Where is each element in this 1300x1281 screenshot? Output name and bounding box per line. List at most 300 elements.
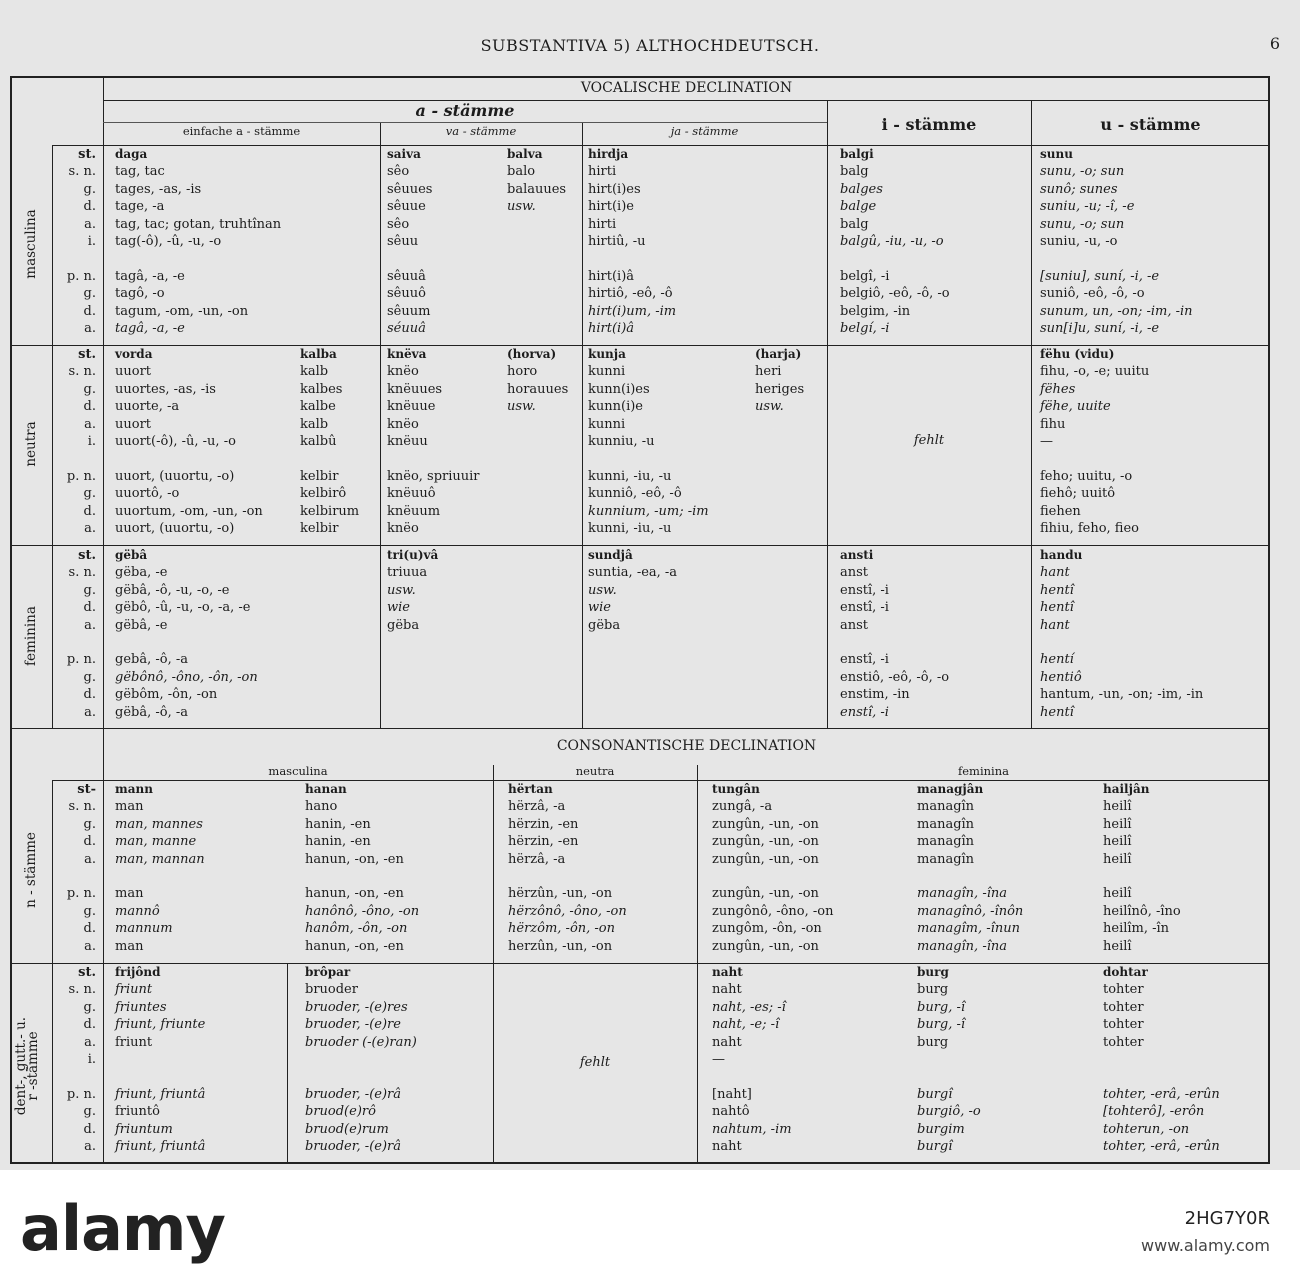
declension-form: friuntum [115, 1121, 173, 1137]
declension-form: bruoder [305, 982, 358, 998]
declension-form: [tohterô], -erôn [1103, 1104, 1205, 1120]
case-label: s. n. [68, 364, 96, 380]
declension-form: knëo, spriuuir [387, 468, 480, 484]
declension-form: balges [840, 181, 883, 197]
declension-form: belgiô, -eô, -ô, -o [840, 286, 950, 302]
page-header: SUBSTANTIVA 5) ALTHOCHDEUTSCH. [480, 36, 820, 55]
declension-form: naht, -es; -î [712, 999, 786, 1015]
case-label: st. [78, 147, 96, 162]
declension-form: fiehen [1040, 503, 1081, 519]
declension-form: managîn [917, 834, 975, 850]
declension-form: kalb [300, 416, 329, 432]
grid-line [582, 122, 583, 728]
declension-form: hirt(i)um, -im [588, 303, 677, 319]
declension-form: zungûn, -un, -on [712, 834, 819, 850]
stem-header: frijônd [115, 965, 161, 979]
declension-form: uuort [115, 364, 152, 380]
declension-form: hirt(i)e [588, 199, 634, 215]
i-stem-header: i - stämme [881, 115, 977, 134]
declension-form: heilînô, -îno [1103, 903, 1181, 919]
vocalic-title: VOCALISCHE DECLINATION [580, 80, 793, 96]
declension-form: tohter [1103, 999, 1144, 1015]
case-label: s. n. [68, 799, 96, 815]
declension-form: belgí, -i [840, 321, 890, 336]
case-label: a. [84, 938, 96, 954]
declension-form: sêo [387, 164, 410, 180]
declension-form: — [1040, 434, 1053, 449]
declension-form: knëuues [387, 381, 443, 397]
stem-header: hirdja [588, 147, 629, 161]
case-labels-fem [54, 547, 96, 721]
case-label: d. [83, 303, 96, 319]
case-label: g. [83, 999, 96, 1015]
declension-form: gebâ, -ô, -a [115, 652, 188, 668]
declension-form: hant [1040, 617, 1070, 633]
declension-form: tohter [1103, 1034, 1144, 1050]
case-label: d. [83, 503, 96, 519]
declension-form: zungâ, -a [712, 799, 773, 815]
watermark-image-id: 2HG7Y0R [1184, 1208, 1270, 1229]
case-label: d. [83, 399, 96, 415]
stem-header: balva [507, 147, 543, 161]
declension-form: burg, -î [917, 999, 966, 1015]
declension-form: knëo [387, 521, 419, 536]
case-label: d. [83, 921, 96, 937]
declension-form: fëhe, uuite [1040, 399, 1111, 415]
stem-header: (harja) [755, 347, 802, 361]
declension-form: friunt, friuntâ [115, 1086, 206, 1102]
declension-form: balg [840, 216, 869, 232]
stem-header: daga [115, 147, 148, 161]
declension-form: fihiu, feho, fieo [1040, 521, 1139, 536]
case-label [54, 634, 96, 651]
declension-form: hirtiô, -eô, -ô [588, 286, 673, 302]
stem-header: sunu [1040, 147, 1073, 161]
declension-form: hirt(i)es [588, 181, 641, 197]
declension-form: gëbâ, -ô, -a [115, 704, 188, 720]
group-n-stem: n - stämme [23, 832, 39, 908]
declension-form: tagum, -om, -un, -on [115, 303, 249, 319]
case-label: st. [78, 347, 96, 362]
declension-form: gëbâ, -ô, -u, -o, -e [115, 582, 230, 598]
declension-form: managîn, -îna [917, 886, 1007, 902]
declension-form: managîm, -înun [917, 921, 1020, 937]
declension-form: kunn(i)es [588, 381, 650, 397]
declension-form: heriges [755, 381, 805, 397]
declension-form: burg [917, 982, 949, 998]
stem-header: managjân [917, 782, 984, 796]
declension-form: tag(-ô), -û, -u, -o [115, 234, 222, 249]
declension-form: managîn, -îna [917, 938, 1007, 954]
case-label: a. [84, 1034, 96, 1050]
declension-form: sêuum [387, 303, 431, 319]
case-label: p. n. [66, 886, 96, 902]
declension-form: tages, -as, -is [115, 181, 202, 197]
declension-form: triuua [387, 565, 428, 581]
declension-form: tagâ, -a, -e [115, 321, 185, 336]
declension-form: nahtô [712, 1104, 750, 1120]
declension-form: kalbes [300, 381, 343, 397]
declension-form: uuorte, -a [115, 399, 180, 415]
watermark-url: www.alamy.com [1141, 1236, 1270, 1255]
declension-form: belgim, -in [840, 303, 911, 319]
case-label: d. [83, 1017, 96, 1033]
stem-header: naht [712, 965, 743, 979]
declension-form: fihu, -o, -e; uuitu [1040, 364, 1150, 380]
declension-form: balo [507, 164, 536, 180]
declension-form: man, mannan [115, 851, 205, 867]
stem-header: tungân [712, 782, 760, 796]
declension-form: zungônô, -ôno, -on [712, 903, 834, 919]
declension-form: séuuâ [387, 321, 426, 336]
grid-line [11, 728, 1270, 729]
declension-form: hirt(i)â [588, 321, 635, 336]
case-label: st. [78, 548, 96, 563]
stem-header: hërtan [508, 782, 553, 796]
declension-form: fiehô; uuitô [1040, 486, 1116, 502]
declension-form: usw. [507, 399, 536, 415]
case-label: d. [83, 600, 96, 616]
declension-form: heilî [1103, 851, 1132, 867]
grid-line [827, 100, 828, 728]
grid-line [1031, 100, 1032, 728]
declension-form: usw. [507, 199, 536, 215]
declension-form: gëbô, -û, -u, -o, -a, -e [115, 600, 251, 616]
declension-form: tohter, -erâ, -erûn [1103, 1086, 1220, 1102]
declension-form: horo [507, 364, 538, 380]
declension-form: bruoder, -(e)re [305, 1017, 401, 1033]
declension-form: burg [917, 1034, 949, 1050]
case-labels-dst [54, 964, 96, 1155]
declension-form: belgî, -i [840, 268, 890, 284]
declension-form: heilî [1103, 799, 1132, 815]
declension-form: friunt, friunte [115, 1017, 206, 1033]
declension-form: burgî [917, 1086, 953, 1102]
case-label: a. [84, 416, 96, 432]
case-label: s. n. [68, 164, 96, 180]
declension-form: hantum, -un, -on; -im, -in [1040, 687, 1204, 703]
declension-form: nahtum, -im [712, 1121, 792, 1137]
declension-form: suniu, -u; -î, -e [1040, 199, 1135, 215]
declension-form: kelbirô [300, 486, 347, 502]
declension-form: zungôm, -ôn, -on [712, 921, 822, 937]
declension-form: kalbe [300, 399, 336, 415]
declension-form: — [712, 1052, 725, 1067]
grid-line [11, 545, 1270, 546]
declension-form: sunu, -o; sun [1040, 216, 1125, 232]
declension-form: friuntô [115, 1104, 160, 1120]
declension-form: hërzâ, -a [508, 851, 566, 867]
declension-form: managîn [917, 816, 975, 832]
ja-header: ja - stämme [670, 124, 739, 138]
declension-form: sêo [387, 216, 410, 232]
grid-line [52, 145, 1270, 146]
grid-line [380, 122, 381, 728]
case-label: p. n. [66, 468, 96, 484]
declension-form: sunô; sunes [1040, 181, 1118, 197]
declension-form: sêuuô [387, 286, 426, 302]
case-label: s. n. [68, 565, 96, 581]
declension-form: hërzâ, -a [508, 799, 566, 815]
case-label: g. [83, 181, 96, 197]
stem-header: ansti [840, 548, 874, 562]
neut-i-stem-fehlt: fehlt [913, 433, 945, 448]
declension-form: gëba, -e [115, 565, 168, 581]
u-stem-header: u - stämme [1100, 115, 1201, 134]
case-label [54, 868, 96, 885]
declension-form: bruod(e)rô [305, 1104, 376, 1120]
declension-form: gëbônô, -ôno, -ôn, -on [115, 669, 258, 685]
declension-form: usw. [588, 582, 617, 598]
declension-form: man [115, 938, 144, 954]
declension-form: hanôm, -ôn, -on [305, 921, 408, 937]
declension-form: tagâ, -a, -e [115, 268, 185, 284]
declension-form: heilî [1103, 816, 1132, 832]
declension-form: anst [840, 565, 869, 581]
case-label: s. n. [68, 982, 96, 998]
declension-form: mannô [115, 903, 160, 919]
declension-form: sêuue [387, 199, 426, 215]
declension-form: man [115, 886, 144, 902]
declension-form: friunt [115, 1034, 153, 1050]
declension-form: anst [840, 617, 869, 633]
grid-line [52, 145, 53, 728]
declension-form: bruoder, -(e)râ [305, 1086, 401, 1102]
declension-form: mannum [115, 921, 173, 937]
declension-form: enstî, -i [840, 652, 889, 668]
cons-fem-header: feminina [958, 764, 1009, 778]
declension-form: enstî, -i [840, 704, 889, 720]
case-label: g. [83, 903, 96, 919]
declension-form: heilî [1103, 834, 1132, 850]
stem-header: sundjâ [588, 548, 633, 562]
stem-header: gëbâ [115, 548, 148, 562]
declension-form: knëo [387, 364, 419, 380]
declension-form: hentî [1040, 582, 1074, 598]
declension-form: bruod(e)rum [305, 1121, 389, 1137]
declension-form: bruoder (-(e)ran) [305, 1034, 417, 1050]
declension-form: tohterun, -on [1103, 1121, 1190, 1137]
declension-form: gëbôm, -ôn, -on [115, 687, 218, 703]
declension-form: uuort [115, 416, 152, 432]
declension-form: hirti [588, 216, 617, 232]
declension-form: fëhes [1040, 381, 1076, 397]
declension-form: sêuues [387, 181, 433, 197]
grid-line [52, 780, 1270, 781]
case-label: a. [84, 216, 96, 232]
case-labels-neut [54, 346, 96, 537]
declension-form: managînô, -înôn [917, 903, 1024, 919]
declension-form: man [115, 799, 144, 815]
case-label [54, 1068, 96, 1085]
declension-form: burgim [917, 1121, 965, 1137]
case-label: g. [83, 1104, 96, 1120]
case-label: g. [83, 486, 96, 502]
case-label: i. [87, 1051, 96, 1067]
declension-form: managîn [917, 851, 975, 867]
declension-form: hirtiû, -u [588, 234, 646, 249]
declension-form: hanin, -en [305, 834, 371, 850]
cons-neut-header: neutra [575, 764, 615, 778]
va-header: va - stämme [445, 124, 517, 138]
declension-form: hentî [1040, 704, 1074, 720]
declension-form: sunu, -o; sun [1040, 164, 1125, 180]
declension-form: hanun, -on, -en [305, 886, 404, 902]
declension-form: gëbâ, -e [115, 617, 168, 633]
declension-form: feho; uuitu, -o [1040, 468, 1133, 484]
declension-form: kunn(i)e [588, 399, 643, 415]
declension-form: sêuuâ [387, 268, 426, 284]
stem-header: hailjân [1103, 782, 1150, 796]
declension-form: uuort, (uuortu, -o) [115, 468, 235, 484]
declension-form: heri [755, 364, 782, 380]
stem-header: (horva) [507, 347, 557, 361]
stem-header: kalba [300, 347, 337, 361]
declension-form: kunni, -iu, -u [588, 468, 672, 484]
declension-form: kalbû [300, 434, 337, 449]
declension-form: hërzûn, -un, -on [508, 886, 613, 902]
case-label: a. [84, 617, 96, 633]
case-labels-nst [54, 781, 96, 955]
declension-form: gëba [588, 617, 621, 633]
declension-form: suniu, -u, -o [1040, 234, 1118, 249]
group-neutra: neutra [23, 421, 39, 467]
stem-header: mann [115, 782, 153, 796]
declension-form: uuortum, -om, -un, -on [115, 503, 263, 519]
stem-header: kunja [588, 347, 626, 361]
stem-header: fëhu (vidu) [1040, 347, 1115, 361]
declension-form: sun[i]u, suní, -i, -e [1040, 321, 1160, 336]
case-label: i. [87, 233, 96, 249]
declension-form: tohter [1103, 1017, 1144, 1033]
watermark-band [0, 1170, 1300, 1281]
group-dent: dent-, gutt.- u. [13, 1016, 29, 1116]
declension-form: naht [712, 1034, 742, 1050]
declension-form: enstî, -i [840, 600, 889, 616]
declension-form: enstiô, -eô, -ô, -o [840, 669, 950, 685]
declension-form: balg [840, 164, 869, 180]
declension-form: horauues [507, 381, 569, 397]
declension-form: managîn [917, 799, 975, 815]
declension-form: zungûn, -un, -on [712, 851, 819, 867]
stem-header: tri(u)vâ [387, 548, 439, 562]
declension-form: kunni [588, 416, 626, 432]
declension-form: uuortô, -o [115, 486, 180, 502]
declension-form: friunt, friuntâ [115, 1139, 206, 1154]
declension-form: zungûn, -un, -on [712, 816, 819, 832]
declension-form: [suniu], suní, -i, -e [1040, 268, 1160, 284]
case-label: st. [78, 965, 96, 980]
declension-form: sêuu [387, 234, 419, 249]
grid-line [103, 77, 104, 1163]
declension-form: enstim, -in [840, 687, 910, 703]
declension-form: hentî [1040, 600, 1074, 616]
declension-form: naht [712, 982, 742, 998]
declension-form: kunni, -iu, -u [588, 521, 672, 536]
declension-form: suniô, -eô, -ô, -o [1040, 286, 1145, 302]
declension-form: heilî [1103, 886, 1132, 902]
declension-form: hërzin, -en [508, 816, 579, 832]
declension-form: kunnium, -um; -im [588, 503, 709, 519]
consonantal-title: CONSONANTISCHE DECLINATION [556, 738, 817, 754]
declension-form: hërzin, -en [508, 834, 579, 850]
case-label: p. n. [66, 1086, 96, 1102]
declension-form: knëuue [387, 399, 436, 415]
declension-form: man, mannes [115, 816, 203, 832]
declension-form: hirti [588, 164, 617, 180]
case-label: st- [77, 782, 96, 797]
declension-form: balge [840, 199, 877, 215]
declension-form: friuntes [115, 999, 167, 1015]
group-feminina: feminina [23, 606, 39, 666]
declension-form: hant [1040, 565, 1070, 581]
declension-form: herzûn, -un, -on [508, 938, 613, 954]
declension-form: hanin, -en [305, 816, 371, 832]
stem-header: hanan [305, 782, 347, 796]
grid-line [52, 780, 53, 1162]
declension-form: heilîm, -în [1103, 921, 1170, 937]
declension-form: tag, tac [115, 164, 165, 180]
declension-form: suntia, -ea, -a [588, 565, 678, 581]
group-r-stem: r -stämme [25, 1031, 41, 1101]
cons-masc-header: masculina [268, 764, 328, 778]
case-label: a. [84, 704, 96, 720]
declension-form: tohter, -erâ, -erûn [1103, 1139, 1220, 1154]
case-label [54, 250, 96, 267]
declension-form: uuort(-ô), -û, -u, -o [115, 434, 236, 449]
stem-header: brôpar [305, 965, 351, 979]
declension-form: hanun, -on, -en [305, 938, 404, 954]
case-label: d. [83, 199, 96, 215]
declension-form: knëo [387, 416, 419, 432]
watermark-logo: alamy [20, 1192, 225, 1265]
declension-form: knëuuô [387, 486, 436, 502]
case-label: a. [84, 1138, 96, 1154]
declension-form: hirt(i)â [588, 268, 635, 284]
declension-form: tag, tac; gotan, truhtînan [115, 216, 282, 232]
declension-form: fihu [1040, 416, 1066, 432]
declension-form: tagô, -o [115, 286, 165, 302]
declension-form: kunniu, -u [588, 434, 655, 449]
stem-header: handu [1040, 548, 1083, 562]
stem-header: knëva [387, 347, 427, 361]
declension-form: burgî [917, 1139, 953, 1154]
declension-form: kelbirum [300, 503, 360, 519]
group-masculina: masculina [23, 209, 39, 279]
case-labels-masc [54, 146, 96, 337]
declension-form: knëuu [387, 434, 428, 449]
declension-form: usw. [387, 582, 416, 598]
declension-form: balauues [507, 181, 567, 197]
declension-form: naht [712, 1139, 742, 1154]
declension-form: friunt [115, 982, 153, 998]
declension-form: zungûn, -un, -on [712, 938, 819, 954]
declension-form: man, manne [115, 834, 197, 850]
einfache-header: einfache a - stämme [182, 124, 301, 138]
declension-form: kelbir [300, 468, 339, 484]
case-label: g. [83, 669, 96, 685]
declension-form: kalb [300, 364, 329, 380]
declension-form: knëuum [387, 503, 441, 519]
stem-header: vorda [115, 347, 153, 361]
case-label: g. [83, 381, 96, 397]
case-label: g. [83, 286, 96, 302]
stem-header: burg [917, 965, 949, 979]
declension-form: hano [305, 799, 338, 815]
a-stem-header: a - stämme [415, 101, 515, 120]
declension-form: bruoder, -(e)râ [305, 1139, 401, 1154]
declension-form: [naht] [712, 1086, 752, 1102]
